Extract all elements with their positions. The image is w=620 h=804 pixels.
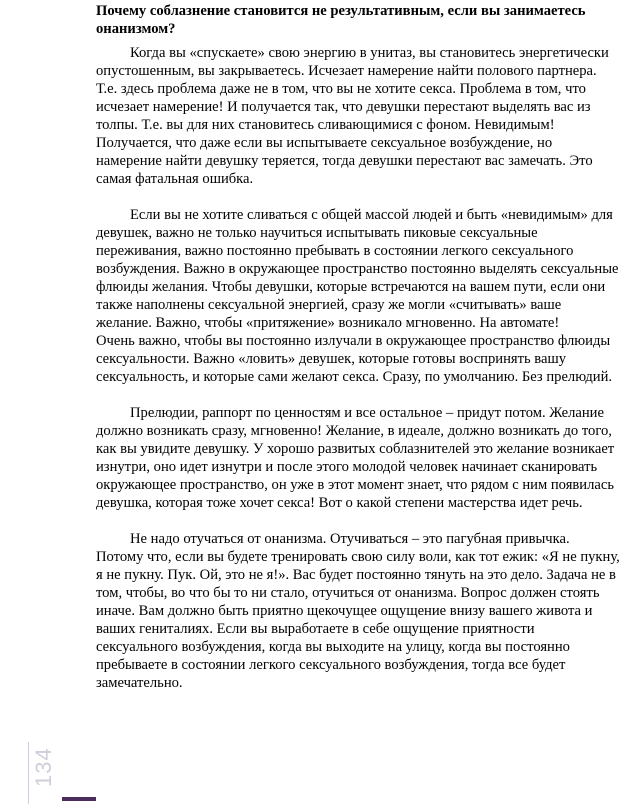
paragraph-gap (96, 512, 620, 530)
page-number: 134 (31, 747, 56, 787)
footer-accent-bar (62, 797, 96, 801)
paragraph-5: Не надо отучаться от онанизма. Отучиваться – это пагубная привычка. Потому что, если вы будете тренировать свою силу воли, как тот ежик: «Я не пукну, я не пукну. Пук. Ой, это не я!». Вас будет постоянно тянуть на это дело. Задача не в том, чтобы, во что бы то ни стало, отучиться от онанизма. Вопрос должен стоять иначе. Вам должно быть приятно щекочущее ощущение внизу вашего живота и ваших гениталиях. Если вы выработаете в себе ощущение приятности сексуального возбуждения, когда вы выходите на улицу, когда вы постоянно пребываете в состоянии легкого сексуального возбуждения, тогда все будет замечательно. (96, 531, 620, 691)
paragraph-4: Прелюдии, раппорт по ценностям и все остальное – придут потом. Желание должно возникать сразу, мгновенно! Желание, в идеале, должно возникать до того, как вы увидите девушку. У хорошо развитых соблазнителей это желание возникает изнутри, оно идет изнутри и после этого молодой человек начинает сканировать окружающее пространство, он уже в этот момент знает, что рядом с ним появилась девушка, которая тоже хочет секса! Вот о какой степени мастерства идет речь. (96, 405, 615, 511)
paragraph-1: Когда вы «спускаете» свою энергию в унитаз, вы становитесь энергетически опустошенным, вы закрываетесь. Исчезает намерение найти полового партнера. Т.е. здесь проблема даже не в том, что вы не хотите секса. Проблема в том, что исчезает намерение! И получается так, что девушки перестают выделять вас из толпы. Т.е. вы для них становитесь сливающимися с фоном. Невидимым! Получается, что даже если вы испытываете сексуальное возбуждение, но намерение найти девушку теряется, тогда девушки перестают вас замечать. Это самая фатальная ошибка. (96, 45, 609, 187)
paragraph-3: Очень важно, чтобы вы постоянно излучали в окружающее пространство флюиды сексуальности. Важно «ловить» девушек, которые готовы воспринять вашу сексуальность, и которые сами желают секса. Сразу, по умолчанию. Без прелюдий. (96, 333, 613, 385)
paragraph-2: Если вы не хотите сливаться с общей массой людей и быть «невидимым» для девушек, важно не только научиться испытывать пиковые сексуальные переживания, важно постоянно пребывать в состоянии легкого сексуального возбуждения. Важно в окружающее пространство постоянно выделять сексуальные флюиды желания. Чтобы девушки, которые встречаются на вашем пути, если они также наполнены сексуальной энергией, сразу же могли «считывать» ваше желание. Важно, чтобы «притяжение» возникало мгновенно. На автомате! (96, 207, 619, 331)
section-heading: Почему соблазнение становится не результативным, если вы занимаетесь онанизмом? (96, 3, 586, 37)
paragraph-gap (96, 386, 620, 404)
paragraph-gap (96, 188, 620, 206)
body-text (96, 44, 620, 692)
